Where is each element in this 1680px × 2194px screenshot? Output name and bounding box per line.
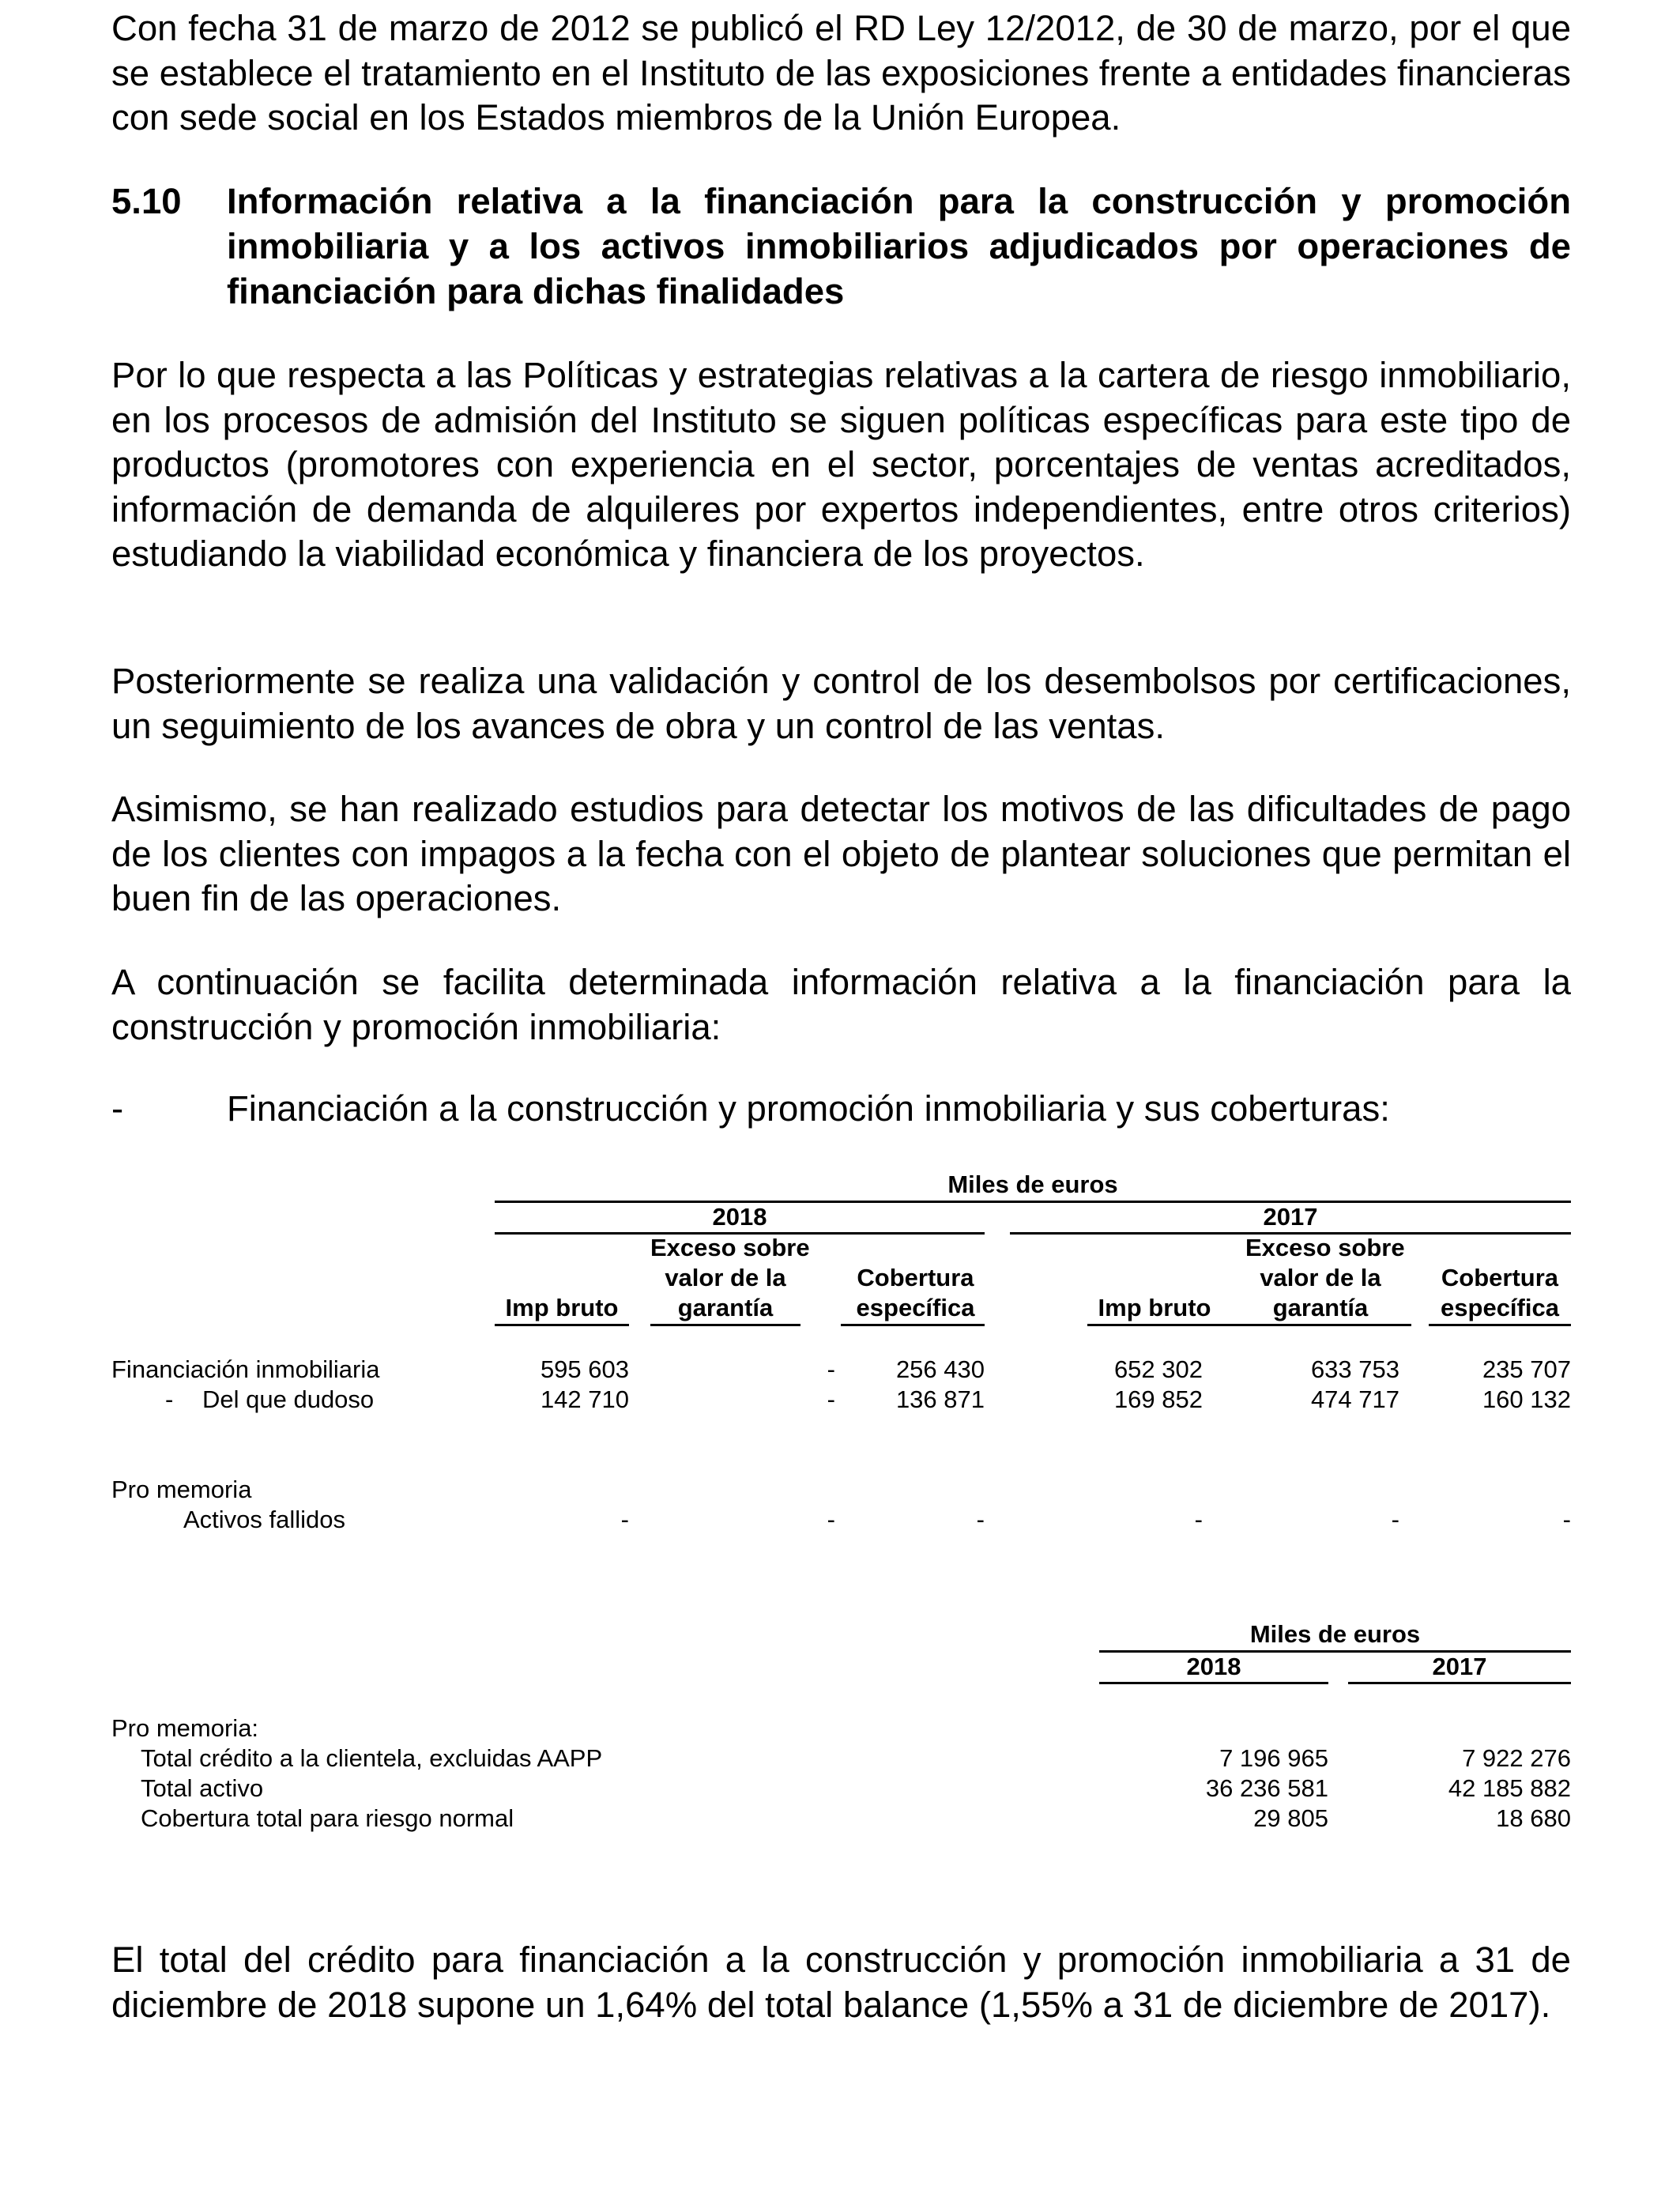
table-cell: 42 185 882	[1448, 1774, 1571, 1802]
col-rule	[1087, 1324, 1222, 1326]
col-exceso-2017-l3: garantía	[1272, 1294, 1369, 1321]
closing-paragraph: El total del crédito para financiación a la construcción y promoción inmobiliaria a 31 de diciembre de 2018 supone un 1,64% del total balance (1,55% a 31 de diciembre de 2017).	[111, 1940, 1571, 2025]
table-cell: 36 236 581	[1205, 1774, 1328, 1802]
paragraph-policies: Por lo que respecta a las Políticas y estrategias relativas a la cartera de riesgo inmobiliario, en los procesos de admisión del Instituto se siguen políticas específicas para este tipo de productos (promotores con experiencia en el sector, porcentajes de ventas acreditados, información de demanda de alquileres por expertos independientes, entre otros criterios) estudiando la viabilidad económica y financiera de los proyectos.	[111, 355, 1571, 574]
table-cell: 18 680	[1496, 1804, 1571, 1832]
col-exceso-2018-l2: valor de la	[665, 1264, 786, 1291]
table2-unit-header: Miles de euros	[1249, 1620, 1421, 1648]
table-cell: 595 603	[540, 1355, 629, 1383]
table-cell: 142 710	[540, 1385, 629, 1413]
section-number: 5.10	[111, 181, 182, 221]
col-rule	[841, 1324, 985, 1326]
table2-year-2018: 2018	[1186, 1653, 1241, 1680]
col-exceso-2018-l3: garantía	[677, 1294, 774, 1321]
table-cell: 7 922 276	[1462, 1744, 1571, 1772]
table2-rule-2017	[1348, 1682, 1571, 1684]
table2-rule-2018	[1099, 1682, 1328, 1684]
table-cell: -	[976, 1506, 985, 1533]
table-cell: -	[827, 1506, 835, 1533]
table-cell: -	[827, 1355, 835, 1383]
row-label-cobertura-total: Cobertura total para riesgo normal	[141, 1804, 514, 1832]
paragraph-validation: Posteriormente se realiza una validación y control de los desembolsos por certificaciones, un seguimiento de los avances de obra y un control de las ventas.	[111, 661, 1571, 746]
col-imp-bruto-2017: Imp bruto	[1098, 1294, 1211, 1321]
col-exceso-2017-l1: Exceso sobre	[1245, 1234, 1405, 1261]
row-label-dudoso: Del que dudoso	[202, 1385, 375, 1413]
table2-year-2017: 2017	[1432, 1653, 1487, 1680]
row-label-activos-fallidos: Activos fallidos	[183, 1506, 346, 1533]
col-cobertura-2018-l2: específica	[856, 1294, 975, 1321]
table-cell: 160 132	[1482, 1385, 1571, 1413]
col-cobertura-2017-l2: específica	[1441, 1294, 1559, 1321]
paragraph-intro-table: A continuación se facilita determinada información relativa a la financiación para la construcción y promoción inmobiliaria:	[111, 962, 1571, 1047]
bullet-text: Financiación a la construcción y promoción inmobiliaria y sus coberturas:	[227, 1088, 1390, 1129]
table-cell: 474 717	[1310, 1385, 1399, 1413]
table-cell: 7 196 965	[1219, 1744, 1328, 1772]
table-cell: -	[1391, 1506, 1399, 1533]
table-cell: -	[1562, 1506, 1571, 1533]
col-cobertura-2017-l1: Cobertura	[1441, 1264, 1559, 1291]
col-cobertura-2018-l1: Cobertura	[857, 1264, 974, 1291]
table-cell: 652 302	[1113, 1355, 1203, 1383]
col-exceso-2017-l2: valor de la	[1260, 1264, 1381, 1291]
col-rule	[650, 1324, 800, 1326]
table1-unit-header: Miles de euros	[947, 1171, 1118, 1198]
intro-paragraph: Con fecha 31 de marzo de 2012 se publicó el RD Ley 12/2012, de 30 de marzo, por el que se establece el tratamiento en el Instituto de las exposiciones frente a entidades financieras con sede social en los Estados miembros de la Unión Europea.	[111, 8, 1571, 138]
table-cell: 29 805	[1253, 1804, 1328, 1832]
row-label-financiacion: Financiación inmobiliaria	[111, 1355, 380, 1383]
col-rule	[495, 1324, 629, 1326]
bullet-dash: -	[111, 1088, 124, 1129]
table-cell: 136 871	[895, 1385, 985, 1413]
table-cell: 633 753	[1310, 1355, 1399, 1383]
table-cell: 169 852	[1113, 1385, 1203, 1413]
table1-year-2018: 2018	[712, 1203, 767, 1231]
table-cell: -	[620, 1506, 629, 1533]
col-exceso-2018-l1: Exceso sobre	[650, 1234, 810, 1261]
col-rule	[1222, 1324, 1411, 1326]
paragraph-studies: Asimismo, se han realizado estudios para detectar los motivos de las dificultades de pago de los clientes con impagos a la fecha con el objeto de plantear soluciones que permitan el buen fin de las operaciones.	[111, 789, 1571, 918]
table-cell: 235 707	[1482, 1355, 1571, 1383]
row-prefix-dash: -	[165, 1385, 174, 1413]
table-cell: -	[827, 1385, 835, 1413]
memo-label: Pro memoria	[111, 1476, 252, 1503]
table-cell: 256 430	[895, 1355, 985, 1383]
row-label-total-activo: Total activo	[141, 1774, 264, 1802]
memo2-label: Pro memoria:	[111, 1714, 259, 1742]
table1-year-2017: 2017	[1263, 1203, 1318, 1231]
col-imp-bruto-2018: Imp bruto	[505, 1294, 619, 1321]
table-cell: -	[1194, 1506, 1203, 1533]
row-label-total-credito: Total crédito a la clientela, excluidas AAPP	[141, 1744, 603, 1772]
section-title: Información relativa a la financiación para la construcción y promoción inmobiliaria y a los activos inmobiliarios adjudicados por operaciones de financiación para dichas finalidades	[227, 181, 1571, 311]
col-rule	[1429, 1324, 1571, 1326]
